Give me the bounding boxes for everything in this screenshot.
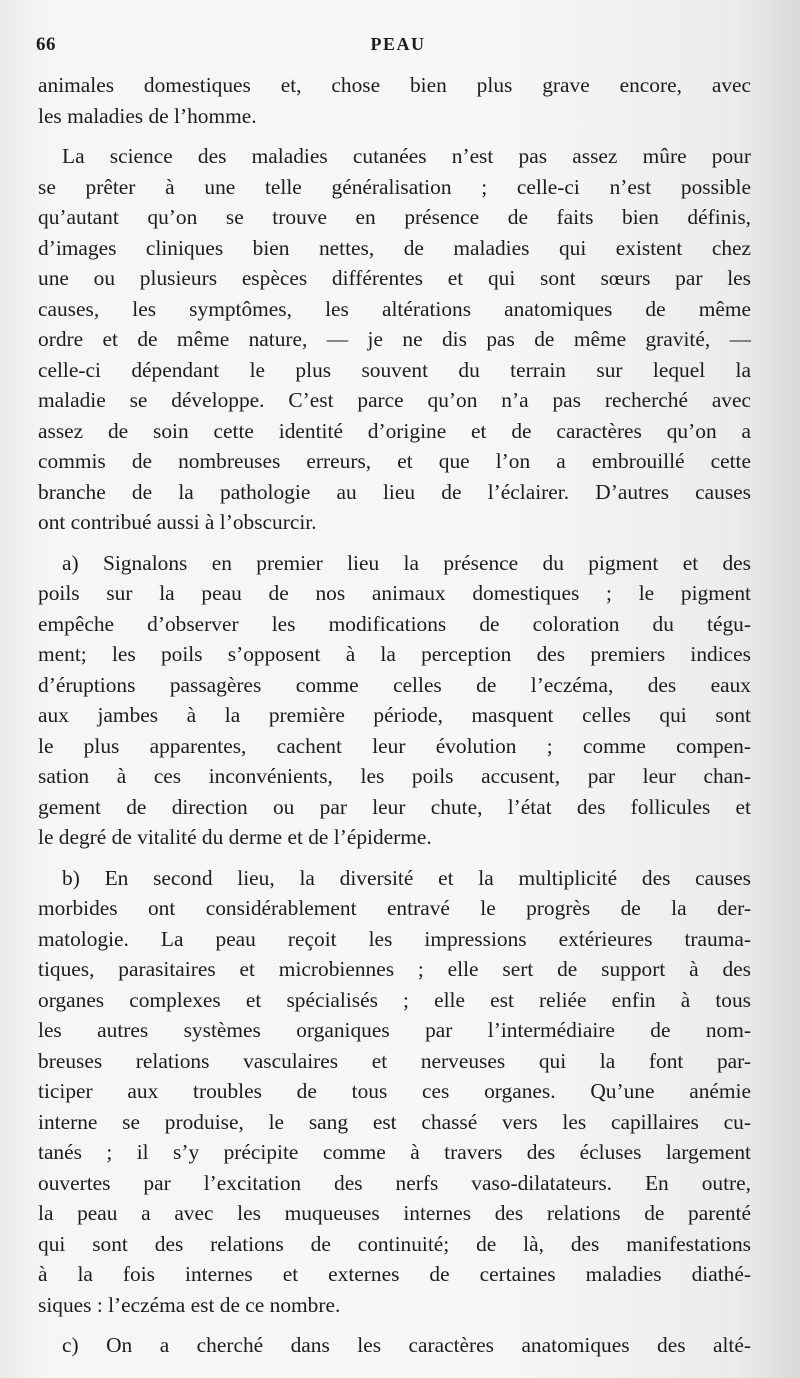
- paragraph-gap: [38, 538, 751, 548]
- text-line: branche de la pathologie au lieu de l’éclairer. D’autres causes: [38, 479, 751, 504]
- running-title: PEAU: [370, 34, 426, 54]
- text-line: les maladies de l’homme.: [38, 103, 257, 128]
- text-line: siques : l’eczéma est de ce nombre.: [38, 1292, 341, 1317]
- text-line: le degré de vitalité du derme et de l’épiderme.: [38, 825, 432, 849]
- paragraph: [38, 863, 751, 1321]
- text-line: matologie. La peau reçoit les impressions extérieures trauma-: [38, 926, 751, 951]
- paragraph: [38, 141, 751, 538]
- text-line: interne se produise, le sang est chassé vers les capillaires cu-: [38, 1109, 751, 1134]
- text-line: commis de nombreuses erreurs, et que l’on a embrouillé cette: [38, 449, 751, 473]
- text-line: ont contribué aussi à l’obscurcir.: [38, 510, 317, 534]
- paragraph-gap: [38, 131, 751, 141]
- paragraph-gap: [38, 1320, 751, 1330]
- paragraph-gap: [38, 853, 751, 863]
- text-line: tanés ; il s’y précipite comme à travers des écluses largement: [38, 1140, 751, 1164]
- text-line: sation à ces inconvénients, les poils accusent, par leur chan-: [38, 764, 751, 788]
- paragraph: [38, 1330, 751, 1361]
- text-line: La science des maladies cutanées n’est pas assez mûre pour: [62, 144, 751, 168]
- text-line: se prêter à une telle généralisation ; celle-ci n’est possible: [38, 174, 751, 199]
- text-line: ment; les poils s’opposent à la perception des premiers indices: [38, 642, 751, 666]
- text-line: tiques, parasitaires et microbiennes ; elle sert de support à des: [38, 957, 751, 981]
- text-line: qu’autant qu’on se trouve en présence de faits bien définis,: [38, 205, 751, 229]
- text-line: a) Signalons en premier lieu la présence du pigment et des: [62, 550, 751, 575]
- text-line: c) On a cherché dans les caractères anatomiques des alté-: [62, 1333, 751, 1357]
- text-line: le plus apparentes, cachent leur évolution ; comme compen-: [38, 733, 751, 758]
- text-line: assez de soin cette identité d’origine et de caractères qu’on a: [38, 418, 751, 443]
- text-line: causes, les symptômes, les altérations anatomiques de même: [38, 296, 751, 321]
- text-line: organes complexes et spécialisés ; elle est reliée enfin à tous: [38, 987, 751, 1012]
- text-line: maladie se développe. C’est parce qu’on n’a pas recherché avec: [38, 388, 751, 412]
- text-line: animales domestiques et, chose bien plus grave encore, avec: [38, 73, 751, 97]
- page-header: [36, 34, 760, 58]
- page-number: 66: [36, 34, 56, 55]
- text-line: qui sont des relations de continuité; de là, des manifestations: [38, 1231, 751, 1256]
- text-line: breuses relations vasculaires et nerveuses qui la font par-: [38, 1048, 751, 1073]
- text-line: ouvertes par l’excitation des nerfs vaso-dilatateurs. En outre,: [38, 1170, 751, 1195]
- body-text: [38, 70, 751, 1361]
- text-line: gement de direction ou par leur chute, l’état des follicules et: [38, 794, 751, 819]
- text-line: à la fois internes et externes de certaines maladies diathé-: [38, 1262, 751, 1286]
- text-line: d’éruptions passagères comme celles de l’eczéma, des eaux: [38, 672, 751, 697]
- text-line: ticiper aux troubles de tous ces organes. Qu’une anémie: [38, 1079, 751, 1103]
- text-line: poils sur la peau de nos animaux domestiques ; le pigment: [38, 581, 751, 605]
- text-line: ordre et de même nature, — je ne dis pas de même gravité, —: [38, 327, 751, 351]
- text-line: aux jambes à la première période, masquent celles qui sont: [38, 703, 751, 727]
- text-line: les autres systèmes organiques par l’intermédiaire de nom-: [38, 1018, 751, 1042]
- paragraph: [38, 548, 751, 853]
- paragraph: [38, 70, 751, 131]
- text-line: la peau a avec les muqueuses internes des relations de parenté: [38, 1201, 751, 1225]
- text-line: b) En second lieu, la diversité et la multiplicité des causes: [62, 865, 751, 890]
- text-line: empêche d’observer les modifications de coloration du tégu-: [38, 611, 751, 636]
- text-line: une ou plusieurs espèces différentes et qui sont sœurs par les: [38, 266, 751, 290]
- text-line: celle-ci dépendant le plus souvent du terrain sur lequel la: [38, 357, 751, 382]
- text-line: morbides ont considérablement entravé le progrès de la der-: [38, 896, 751, 920]
- text-line: d’images cliniques bien nettes, de maladies qui existent chez: [38, 235, 751, 260]
